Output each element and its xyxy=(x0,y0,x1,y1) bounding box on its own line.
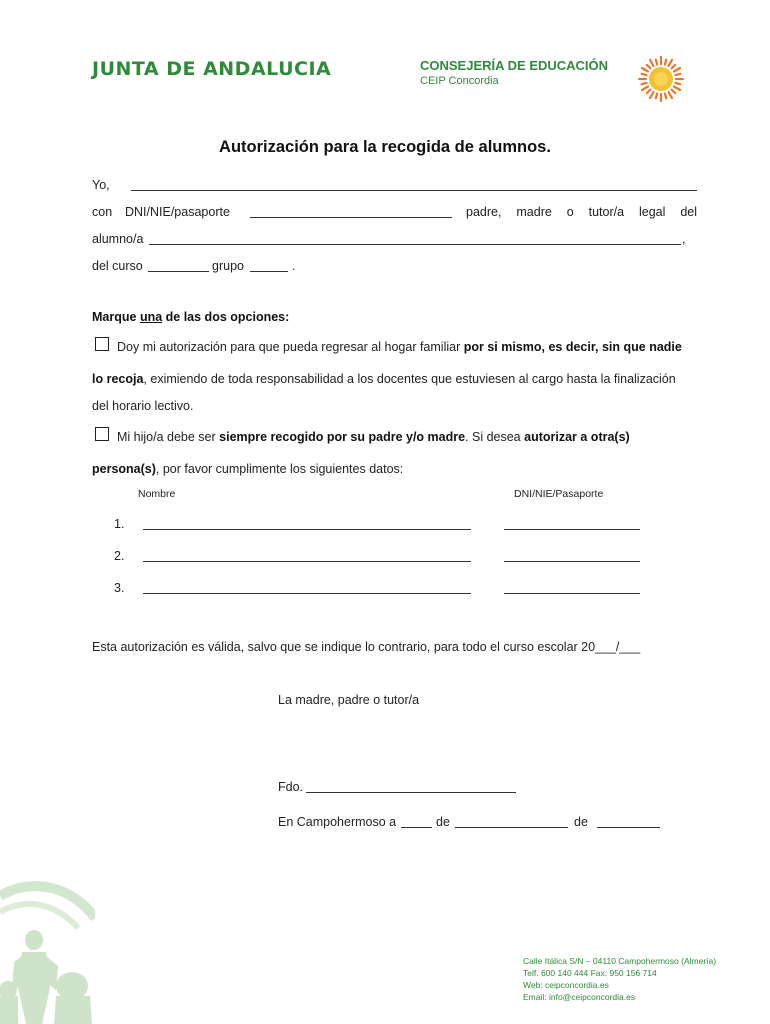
option1-line3: del horario lectivo. xyxy=(92,399,194,413)
role-word: legal xyxy=(638,205,666,219)
dni-label: DNI/NIE/pasaporte xyxy=(125,205,230,219)
curso-field-line[interactable] xyxy=(148,271,209,272)
option2-bold: siempre recogido por su padre y/o madre xyxy=(219,430,466,444)
school-name: CEIP Concordia xyxy=(420,75,499,87)
options-heading xyxy=(92,310,289,324)
alumno-label: alumno/a xyxy=(92,232,144,246)
alumno-end: , xyxy=(682,232,686,246)
option1-bold: por si mismo, es decir, sin que nadie xyxy=(463,340,682,354)
student-field-line[interactable] xyxy=(149,244,681,245)
month-field-line[interactable] xyxy=(455,827,568,828)
sun-ray xyxy=(674,68,680,72)
option2-bold2: autorizar a otra(s) xyxy=(524,430,630,444)
junta-andalucia-logo: JUNTA DE ANDALUCIA xyxy=(92,58,332,80)
role-words xyxy=(466,205,697,219)
option2-text2: . Si desea xyxy=(465,430,525,444)
row-number: 1. xyxy=(114,517,125,531)
role-word: tutor/a xyxy=(588,205,625,219)
footer-address: Calle Itálica S/N – 04110 Campohermoso (Almería) xyxy=(523,956,717,966)
sun-ray xyxy=(675,74,680,75)
sun-ray xyxy=(672,65,676,69)
role-word: del xyxy=(680,205,697,219)
option2-line2 xyxy=(92,462,403,476)
fdo-label: Fdo. xyxy=(278,780,304,794)
sun-ray xyxy=(674,87,680,91)
name-field-line[interactable] xyxy=(131,190,697,191)
sun-ray xyxy=(672,90,676,94)
role-word: madre xyxy=(516,205,552,219)
footer-web[interactable]: Web: ceipconcordia.es xyxy=(523,980,609,990)
option1-text: Doy mi autorización para que pueda regresar al hogar familiar xyxy=(117,340,464,354)
option1-line2-text: , eximiendo de toda responsabilidad a los docentes que estuviesen al cargo hasta la finalización xyxy=(143,372,676,386)
option1-line1 xyxy=(117,340,682,354)
con-label: con xyxy=(92,205,113,219)
option1-checkbox[interactable] xyxy=(95,337,109,351)
sun-ray xyxy=(656,93,657,98)
row-name-line[interactable] xyxy=(143,561,471,562)
sun-ray xyxy=(642,68,648,72)
department-title: CONSEJERÍA DE EDUCACIÓN xyxy=(420,58,609,73)
option2-line2-text: , por favor cumplimente los siguientes datos: xyxy=(155,462,404,476)
heading-underlined: una xyxy=(139,310,163,324)
sun-logo-icon xyxy=(636,56,686,102)
andalucia-emblem-watermark-icon xyxy=(0,878,95,1024)
yo-label: Yo, xyxy=(92,178,110,192)
option1-line2-bold: lo recoja xyxy=(92,372,144,386)
row-number: 2. xyxy=(114,549,125,563)
row-name-line[interactable] xyxy=(143,593,471,594)
heading-pre: Marque xyxy=(92,310,140,324)
sun-ray xyxy=(669,92,673,98)
row-id-line[interactable] xyxy=(504,561,640,562)
sun-ray xyxy=(642,87,648,91)
signature-line[interactable] xyxy=(306,792,516,793)
col-id-header: DNI/NIE/Pasaporte xyxy=(514,488,604,500)
sun-ray xyxy=(647,65,651,69)
grupo-end: . xyxy=(292,259,296,273)
year-field-line[interactable] xyxy=(597,827,660,828)
option2-line1 xyxy=(117,430,630,444)
document-title: Autorización para la recogida de alumnos. xyxy=(219,138,551,156)
sun-ray xyxy=(642,74,647,75)
row-id-line[interactable] xyxy=(504,593,640,594)
validity-text: Esta autorización es válida, salvo que se indique lo contrario, para todo el curso escolar 20___/___ xyxy=(92,640,641,654)
heading-post: de las dos opciones: xyxy=(162,310,290,324)
footer-email[interactable]: Email: info@ceipconcordia.es xyxy=(523,992,636,1002)
option2-checkbox[interactable] xyxy=(95,427,109,441)
col-name-header: Nombre xyxy=(138,488,176,500)
sun-ray xyxy=(665,93,666,98)
grupo-label: grupo xyxy=(212,259,244,273)
sun-ray xyxy=(656,60,657,65)
row-name-line[interactable] xyxy=(143,529,471,530)
option1-line2 xyxy=(92,372,676,386)
dni-field-line[interactable] xyxy=(250,217,452,218)
sun-ray xyxy=(675,83,680,84)
day-field-line[interactable] xyxy=(401,827,432,828)
role-word: o xyxy=(566,205,574,219)
sun-ray xyxy=(665,60,666,65)
de-label: de xyxy=(574,815,588,829)
sun-ray xyxy=(647,90,651,94)
grupo-field-line[interactable] xyxy=(250,271,288,272)
sun-ray xyxy=(650,92,654,98)
option2-text: Mi hijo/a debe ser xyxy=(117,430,220,444)
place-label: En Campohermoso a xyxy=(278,815,397,829)
curso-label: del curso xyxy=(92,259,143,273)
row-id-line[interactable] xyxy=(504,529,640,530)
sun-ray xyxy=(650,60,654,66)
option2-line2-bold: persona(s) xyxy=(92,462,156,476)
role-word: padre, xyxy=(466,205,502,219)
footer-phone: Telf. 600 140 444 Fax: 950 156 714 xyxy=(523,968,657,978)
sun-ray xyxy=(669,60,673,66)
signature-label: La madre, padre o tutor/a xyxy=(278,693,420,707)
sun-ray xyxy=(642,83,647,84)
de-label: de xyxy=(436,815,450,829)
row-number: 3. xyxy=(114,581,125,595)
